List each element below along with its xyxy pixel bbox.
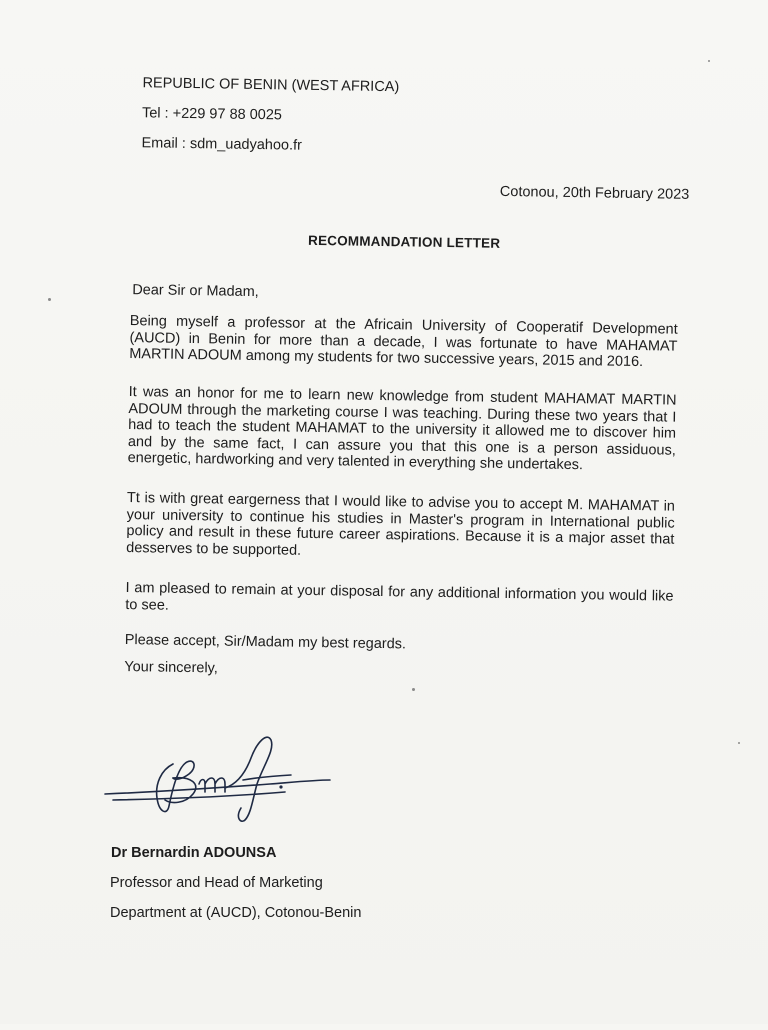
signer-title-line-1: Professor and Head of Marketing xyxy=(110,875,323,891)
signer-title-line-2: Department at (AUCD), Cotonou-Benin xyxy=(110,905,362,921)
paragraph-4: I am pleased to remain at your disposal for any additional information you would like to see. xyxy=(125,580,674,614)
paper-speck xyxy=(708,60,710,62)
paragraph-2: It was an honor for me to learn new knowledge from student MAHAMAT MARTIN ADOUM through the marketing course I was teaching. During these two years that I had to teach the student MAHAMAT to the university it allowed me to discover him and by the same fact, I can assure you that this one is a person assiduous, energetic, hardworking and very talented in everything she undertakes. xyxy=(127,384,677,474)
salutation: Dear Sir or Madam, xyxy=(132,282,259,301)
sender-phone: Tel : +229 97 88 0025 xyxy=(141,105,283,124)
signer-name: Dr Bernardin ADOUNSA xyxy=(111,845,277,861)
letter-title: RECOMMANDATION LETTER xyxy=(307,232,501,251)
paragraph-1: Being myself a professor at the Africain University of Cooperatif Development (AUCD) in Benin for more than a decade, I was fortunate to have MAHAMAT MARTIN ADOUM among my students for two successive years, 2015 and 2016. xyxy=(129,313,678,371)
sender-email: Email : sdm_uadyahoo.fr xyxy=(141,135,303,154)
letter-date: Cotonou, 20th February 2023 xyxy=(499,183,690,203)
handwritten-signature xyxy=(95,722,345,832)
paper-speck xyxy=(412,688,415,691)
paper-speck xyxy=(48,298,51,301)
sender-country: REPUBLIC OF BENIN (WEST AFRICA) xyxy=(142,75,400,96)
paper-speck xyxy=(738,742,740,744)
closing-accept: Please accept, Sir/Madam my best regards. xyxy=(124,632,407,653)
paragraph-3: Tt is with great eargerness that I would like to advise you to accept M. MAHAMAT in your university to continue his studies in Master's program in International public policy and result in these future career aspirations. Because it is a major asset that desserves to be supported. xyxy=(126,490,676,559)
closing-sincerely: Your sincerely, xyxy=(124,659,218,677)
